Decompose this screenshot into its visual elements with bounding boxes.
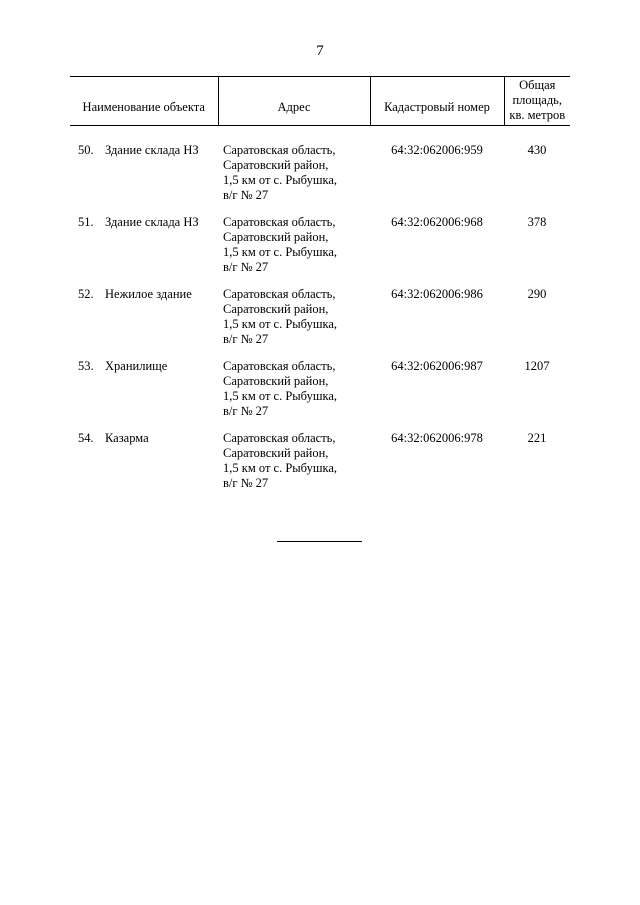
header-area-line-3: кв. метров [509, 108, 566, 122]
address-line: Саратовская область, [223, 431, 336, 445]
address-line: Саратовский район, [223, 158, 329, 172]
row-number: 52. [78, 287, 94, 301]
area-value: 430 [527, 143, 547, 157]
object-name: Казарма [105, 431, 149, 445]
cadastral-number: 64:32:062006:987 [391, 359, 483, 373]
address-line: Саратовский район, [223, 446, 329, 460]
address-cell [218, 203, 370, 275]
address-cell [218, 275, 370, 347]
area-value: 221 [527, 431, 547, 445]
address-line: в/г № 27 [223, 476, 269, 490]
cadastral-number: 64:32:062006:959 [391, 143, 483, 157]
object-name-cell [70, 419, 218, 491]
object-name-cell [70, 203, 218, 275]
table-header-row [70, 77, 570, 126]
area-value: 290 [527, 287, 547, 301]
address-line: Саратовская область, [223, 215, 336, 229]
object-name: Хранилище [105, 359, 168, 373]
address-cell [218, 126, 370, 204]
address-line: Саратовская область, [223, 359, 336, 373]
address-line: 1,5 км от с. Рыбушка, [223, 317, 337, 331]
header-address: Адрес [218, 77, 370, 126]
table-row [70, 419, 570, 491]
page-number: 7 [316, 43, 324, 59]
address-line: Саратовский район, [223, 374, 329, 388]
row-number: 51. [78, 215, 94, 229]
header-area-line-1: Общая [519, 78, 556, 92]
address-line: Саратовская область, [223, 143, 336, 157]
address-line: 1,5 км от с. Рыбушка, [223, 245, 337, 259]
object-name-cell [70, 275, 218, 347]
objects-table [70, 76, 570, 491]
address-line: 1,5 км от с. Рыбушка, [223, 173, 337, 187]
address-line: в/г № 27 [223, 332, 269, 346]
address-line: 1,5 км от с. Рыбушка, [223, 389, 337, 403]
object-name-cell [70, 347, 218, 419]
address-line: 1,5 км от с. Рыбушка, [223, 461, 337, 475]
object-name: Нежилое здание [105, 287, 192, 301]
cadastral-number: 64:32:062006:968 [391, 215, 483, 229]
row-number: 54. [78, 431, 94, 445]
address-cell [218, 347, 370, 419]
cadastral-number: 64:32:062006:986 [391, 287, 483, 301]
object-name: Здание склада НЗ [105, 215, 199, 229]
row-number: 50. [78, 143, 94, 157]
cadastral-number: 64:32:062006:978 [391, 431, 483, 445]
end-of-document-line [277, 541, 362, 542]
table-row [70, 126, 570, 204]
address-line: Саратовская область, [223, 287, 336, 301]
address-line: в/г № 27 [223, 404, 269, 418]
address-cell [218, 419, 370, 491]
table-row [70, 275, 570, 347]
object-name-cell [70, 126, 218, 204]
address-line: Саратовский район, [223, 302, 329, 316]
object-name: Здание склада НЗ [105, 143, 199, 157]
header-cadastral-number: Кадастровый номер [370, 77, 504, 126]
row-number: 53. [78, 359, 94, 373]
table-row [70, 347, 570, 419]
address-line: Саратовский район, [223, 230, 329, 244]
address-line: в/г № 27 [223, 260, 269, 274]
table-row [70, 203, 570, 275]
area-value: 378 [527, 215, 547, 229]
header-total-area [504, 77, 570, 126]
address-line: в/г № 27 [223, 188, 269, 202]
area-value: 1207 [524, 359, 550, 373]
header-area-line-2: площадь, [512, 93, 563, 107]
header-object-name: Наименование объекта [70, 77, 218, 126]
